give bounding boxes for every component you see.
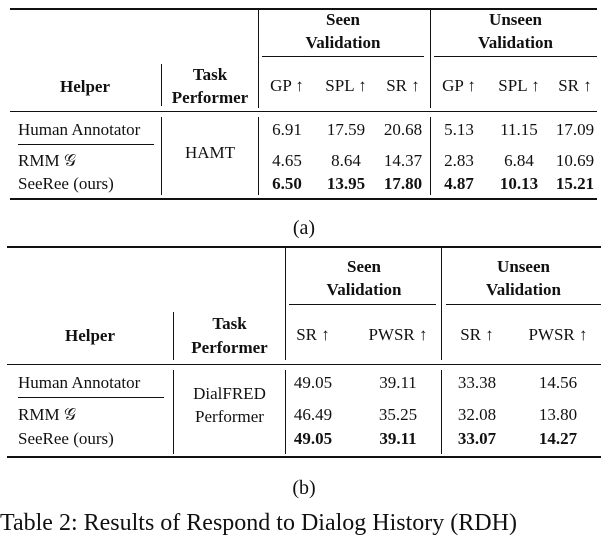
table-a-row3-gp-seen: 6.50 [272,174,302,193]
table-b-row2-sr-unseen: 32.08 [457,405,497,424]
table-b-row-rule [18,397,164,398]
table-a-unseen-underline [434,56,597,57]
table-b-row1-sr-unseen: 33.38 [457,373,497,392]
table-a-task-header-line1: Task [192,65,228,84]
table-a-row1-sr-unseen: 17.09 [555,120,595,139]
table-b-row1-sr-seen: 49.05 [293,373,333,392]
table-a-row1-helper: Human Annotator [18,120,141,139]
table-a-vline-seen-rows [430,117,431,195]
table-a-vline-seen [430,10,431,108]
table-a-seen-underline [262,56,424,57]
table-a-row2-gp-unseen: 2.83 [444,151,474,170]
table-a-row3-spl-seen: 13.95 [326,174,366,193]
table-a-unseen-header-line2: Validation [478,33,553,52]
table-b-metric-pwsr-unseen: PWSR ↑ [528,325,588,344]
table-b-helper-header: Helper [64,326,116,345]
table-a-row2-gp-seen: 4.65 [272,151,302,170]
table-b-seen-header-line1: Seen [347,257,381,276]
table-a-seen-header-line1: Seen [326,10,360,29]
table-a-header-rule [10,111,597,112]
table-b-task-performer-line1: DialFRED [193,384,266,403]
table-a-metric-spl-seen: SPL ↑ [325,76,367,95]
table-b-row2-sr-seen: 46.49 [293,405,333,424]
table-b-header-rule [7,364,601,365]
table-a-row1-gp-seen: 6.91 [272,120,302,139]
table-a-row2-helper: RMM 𝒢 [18,151,76,170]
table-a-row1-spl-unseen: 11.15 [500,120,538,139]
table-b-metric-pwsr-seen: PWSR ↑ [368,325,428,344]
table-b-unseen-header-line1: Unseen [497,257,550,276]
table-a-row2-sr-seen: 14.37 [383,151,423,170]
table-b-unseen-underline [446,304,601,305]
table-b-seen-underline [289,304,436,305]
table-b-bottom-rule [7,456,601,458]
table-a-row1-gp-unseen: 5.13 [444,120,474,139]
table-a-row2-spl-seen: 8.64 [331,151,361,170]
table-b-task-header-line2: Performer [191,338,268,357]
table-b-row3-pwsr-seen: 39.11 [379,429,417,448]
table-a-metric-sr-seen: SR ↑ [386,76,420,95]
table-b-vline-seen [441,248,442,360]
table-b-task-header-line1: Task [212,314,247,333]
table-b-row2-helper: RMM 𝒢 [18,405,76,424]
table-b-task-performer-line2: Performer [195,407,264,426]
table-a-row2-spl-unseen: 6.84 [504,151,534,170]
table-a-row3-spl-unseen: 10.13 [499,174,539,193]
table-a-row-rule [18,144,154,145]
table-a-task-header-line2: Performer [171,88,249,107]
table-a-vline-task [258,10,259,108]
table-caption-footer: Table 2: Results of Respond to Dialog History (RDH) [0,510,517,536]
table-a-caption: (a) [292,217,316,239]
table-a-row3-gp-unseen: 4.87 [444,174,474,193]
table-b-row3-pwsr-unseen: 14.27 [538,429,578,448]
table-b-row2-pwsr-unseen: 13.80 [538,405,578,424]
table-b-seen-header-line2: Validation [326,280,402,299]
table-b-metric-sr-seen: SR ↑ [296,325,330,344]
table-a-metric-spl-unseen: SPL ↑ [498,76,540,95]
table-b-row1-pwsr-seen: 39.11 [379,373,417,392]
table-b-row2-pwsr-seen: 35.25 [378,405,418,424]
table-a-row1-sr-seen: 20.68 [383,120,423,139]
table-b-row1-helper: Human Annotator [18,373,141,392]
table-a-seen-header-line2: Validation [305,33,381,52]
table-a-metric-gp-seen: GP ↑ [270,76,304,95]
table-b-row3-helper: SeeRee (ours) [18,429,114,448]
table-a-row2-sr-unseen: 10.69 [555,151,595,170]
table-a-task-performer: HAMT [184,143,236,162]
table-b-row1-pwsr-unseen: 14.56 [538,373,578,392]
table-a-helper-header: Helper [59,77,111,96]
table-b-caption: (b) [292,477,316,499]
table-b-top-rule [7,246,601,248]
table-b-unseen-header-line2: Validation [486,280,561,299]
table-a-row1-spl-seen: 17.59 [326,120,366,139]
table-a-row3-sr-unseen: 15.21 [555,174,595,193]
table-b-row3-sr-unseen: 33.07 [457,429,497,448]
table-a-bottom-rule [10,198,597,200]
table-a-metric-sr-unseen: SR ↑ [558,76,592,95]
table-b-vline-task [285,248,286,360]
table-a-row3-sr-seen: 17.80 [383,174,423,193]
table-b-vline-seen-rows [441,370,442,454]
table-a-metric-gp-unseen: GP ↑ [442,76,476,95]
table-a-row3-helper: SeeRee (ours) [18,174,114,193]
table-b-vline-task-rows [285,370,286,454]
table-a-vline-task-rows [258,117,259,195]
table-b-row3-sr-seen: 49.05 [293,429,333,448]
table-a-unseen-header-line1: Unseen [489,10,542,29]
table-b-metric-sr-unseen: SR ↑ [460,325,494,344]
